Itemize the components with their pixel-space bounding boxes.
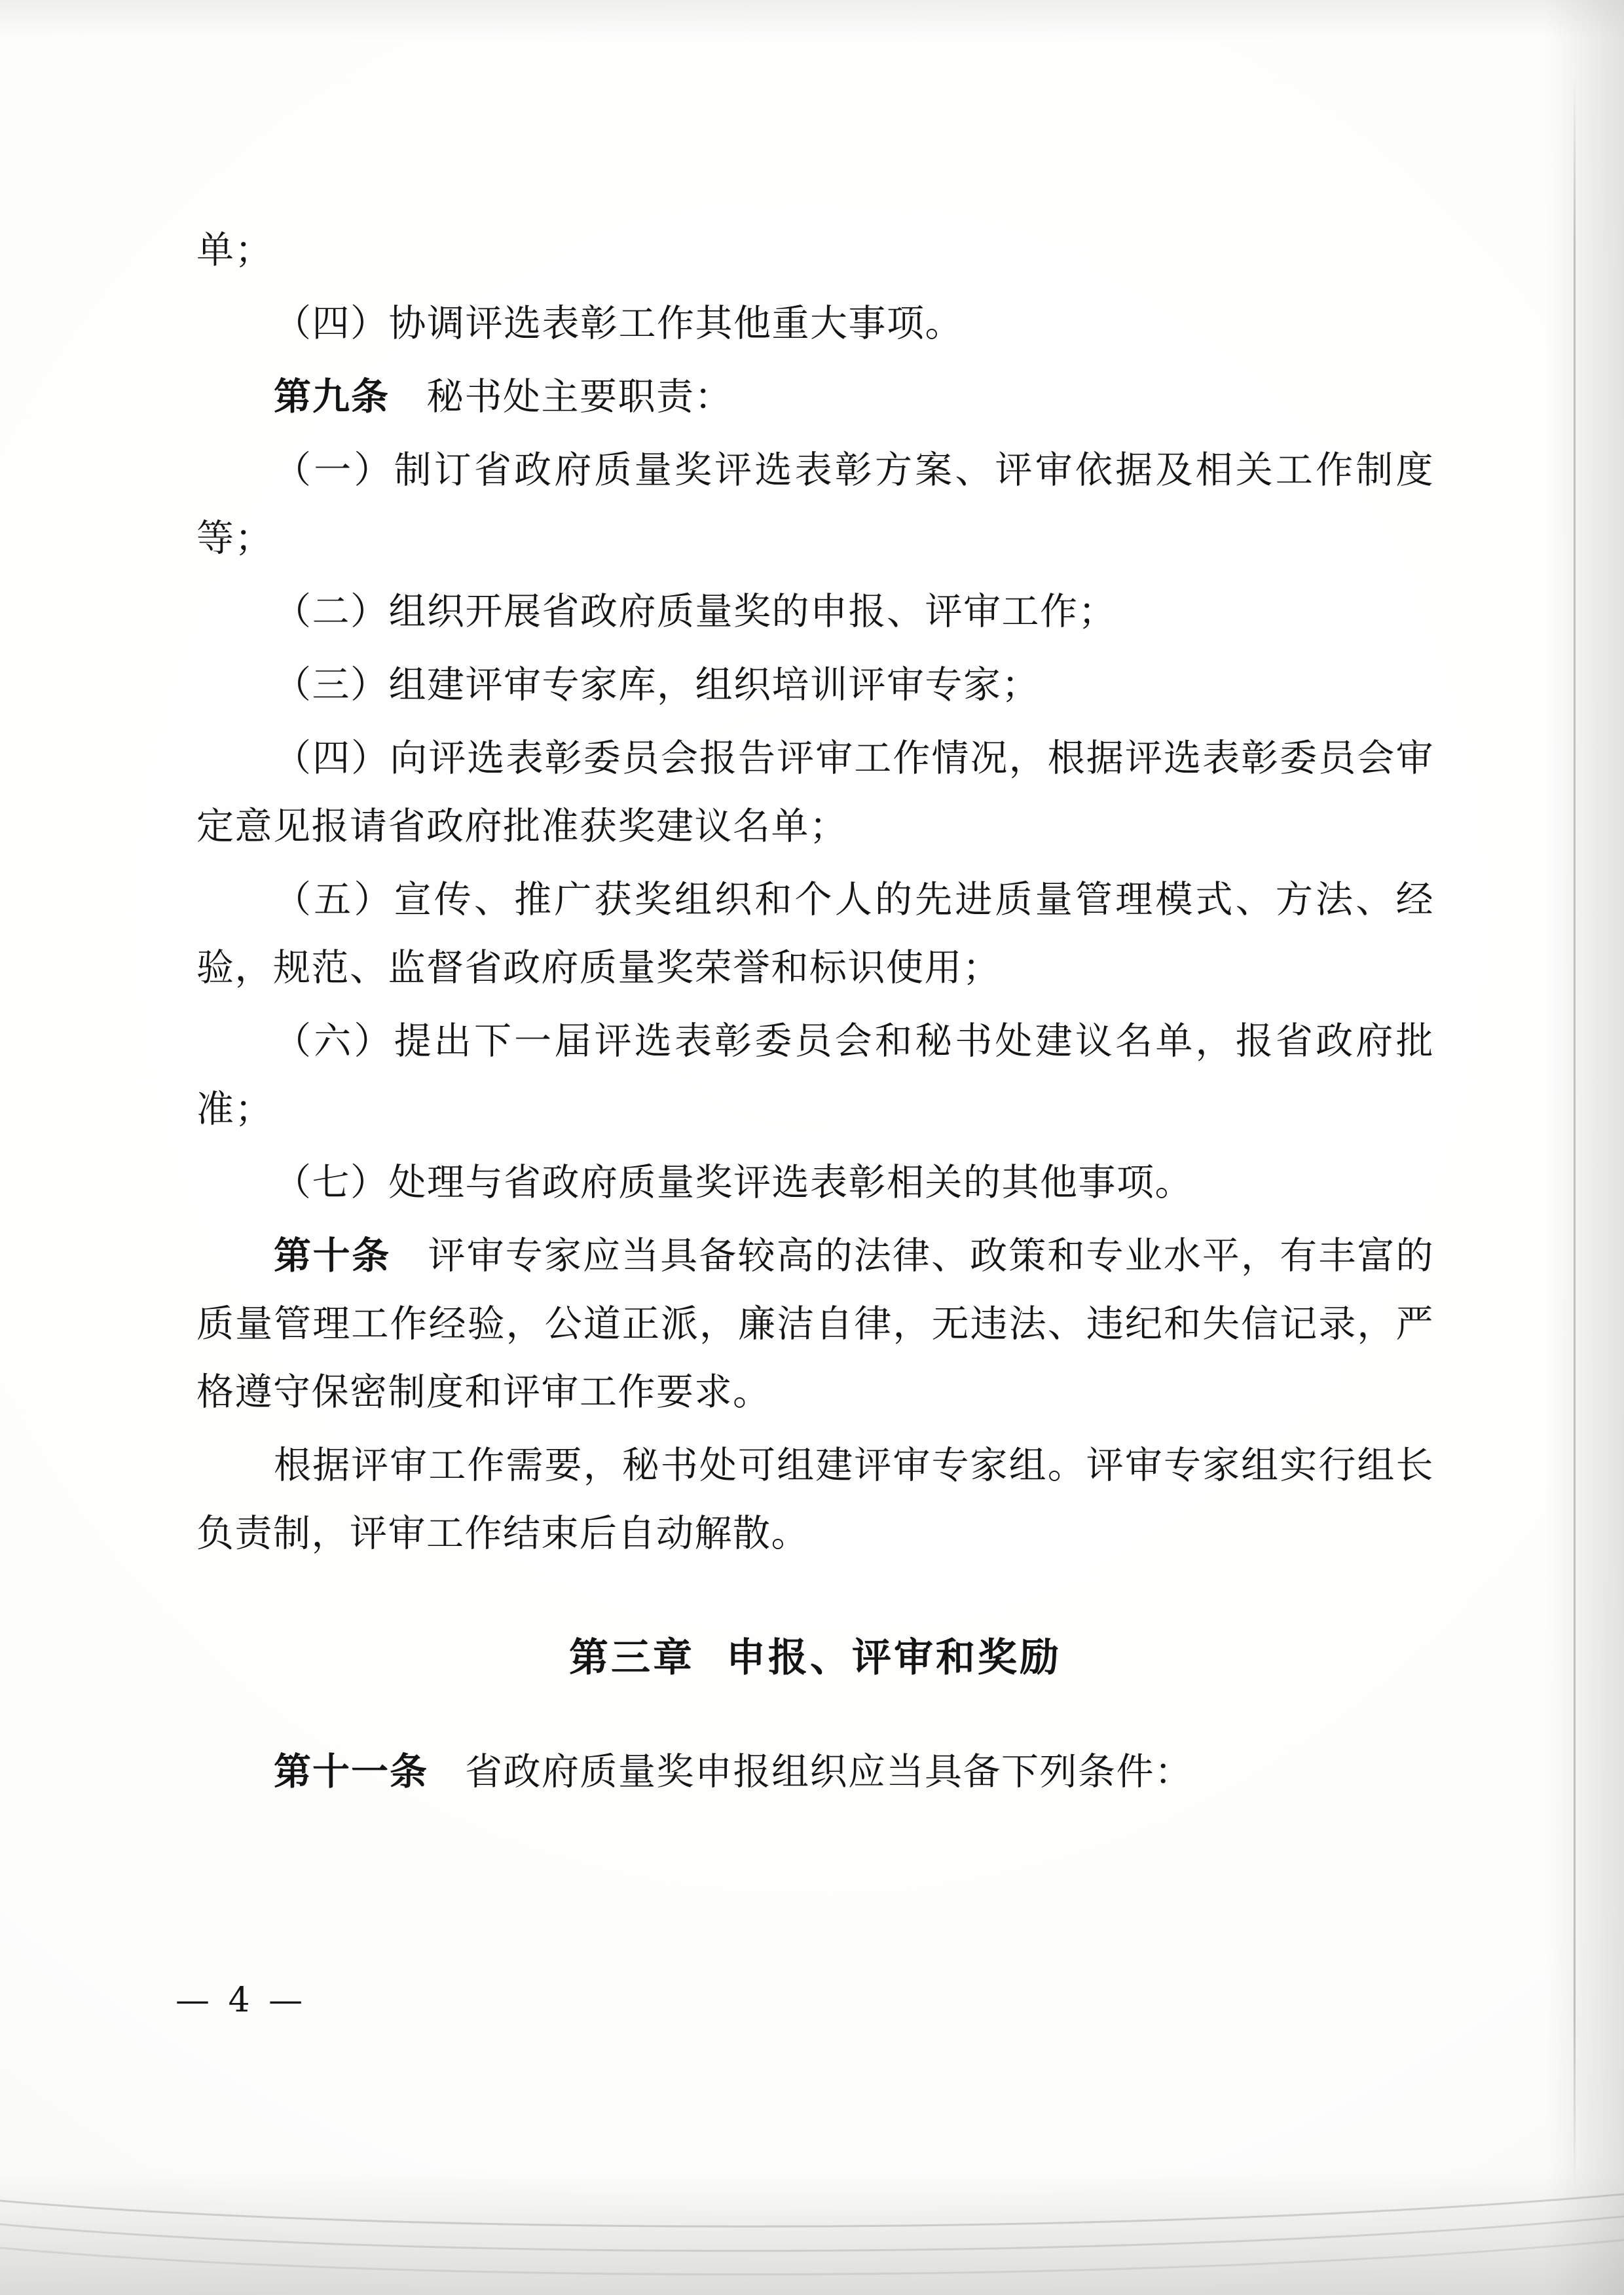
article-ten bbox=[196, 1222, 1434, 1426]
paragraph-expert-group: 根据评审工作需要，秘书处可组建评审专家组。评审专家组实行组长负责制，评审工作结束后自动解散。 bbox=[196, 1444, 1434, 1555]
document-text-body bbox=[196, 216, 1434, 1811]
list-item-four-report: （四）向评选表彰委员会报告评审工作情况，根据评选表彰委员会审定意见报请省政府批准获奖建议名单； bbox=[196, 737, 1434, 848]
paragraph-continuation: 单； bbox=[196, 229, 273, 272]
page-number: — 4 — bbox=[175, 1981, 307, 2020]
list-item-five-promotion: （五）宣传、推广获奖组织和个人的先进质量管理模式、方法、经验，规范、监督省政府质量奖荣誉和标识使用； bbox=[196, 878, 1434, 989]
scan-shadow-top bbox=[0, 0, 1624, 39]
list-item-six-next-term: （六）提出下一届评选表彰委员会和秘书处建议名单，报省政府批准； bbox=[196, 1019, 1434, 1131]
page-edge-fold-line bbox=[1574, 79, 1576, 2187]
scan-shadow-bottom bbox=[0, 2171, 1624, 2295]
chapter-three-title: 申报、评审和奖励 bbox=[726, 1635, 1061, 1681]
list-item-one-scheme: （一）制订省政府质量奖评选表彰方案、评审依据及相关工作制度等； bbox=[196, 449, 1434, 560]
article-ten-label: 第十条 bbox=[274, 1234, 391, 1277]
list-item-four-coordination: （四）协调评选表彰工作其他重大事项。 bbox=[274, 302, 963, 345]
list-item-three-expert-pool: （三）组建评审专家库，组织培训评审专家； bbox=[274, 663, 1040, 707]
chapter-three-heading bbox=[196, 1624, 1434, 1692]
list-item-seven-other: （七）处理与省政府质量奖评选表彰相关的其他事项。 bbox=[274, 1161, 1193, 1204]
sheet-stack-lines bbox=[0, 2138, 1624, 2295]
article-nine-text: 秘书处主要职责： bbox=[426, 375, 733, 418]
article-eleven-label: 第十一条 bbox=[274, 1750, 428, 1793]
article-nine-label: 第九条 bbox=[274, 375, 390, 418]
article-eleven-text: 省政府质量奖申报组织应当具备下列条件： bbox=[465, 1750, 1193, 1793]
article-ten-text: 评审专家应当具备较高的法律、政策和专业水平，有丰富的质量管理工作经验，公道正派，廉洁自律，无违法、违纪和失信记录，严格遵守保密制度和评审工作要求。 bbox=[196, 1234, 1435, 1414]
article-eleven bbox=[196, 1738, 1434, 1806]
chapter-three-number: 第三章 bbox=[569, 1635, 695, 1681]
article-nine bbox=[196, 363, 1434, 431]
list-item-two-application: （二）组织开展省政府质量奖的申报、评审工作； bbox=[274, 590, 1116, 633]
scan-shadow-right bbox=[1545, 0, 1624, 2295]
